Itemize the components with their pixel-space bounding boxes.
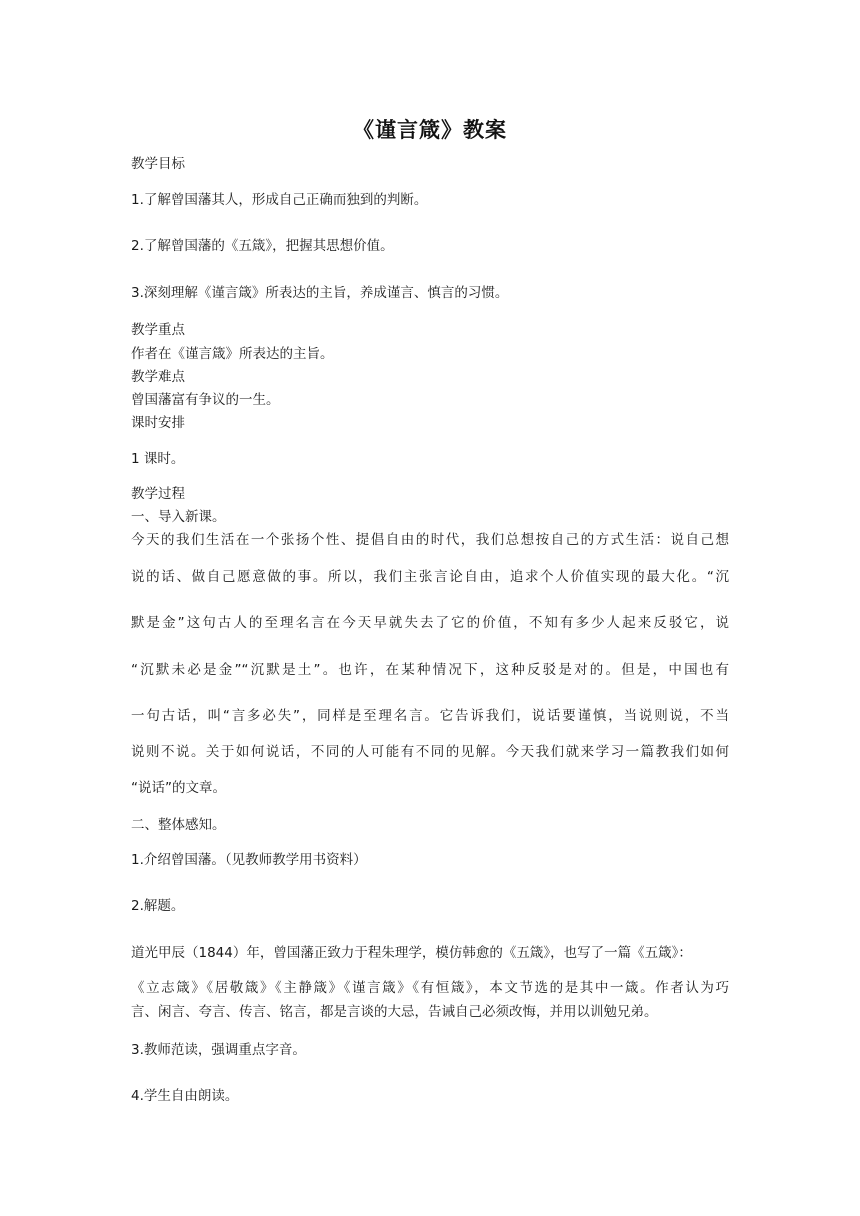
goal-1: 1.了解曾国藩其人，形成自己正确而独到的判断。 (131, 192, 428, 208)
goal-2: 2.了解曾国藩的《五箴》，把握其思想价值。 (131, 238, 394, 254)
heading-difficulties: 教学难点 (131, 369, 185, 385)
intro-paragraph-line: 默是金”这句古人的至理名言在今天早就失去了它的价值，不知有多少人起来反驳它，说 (131, 615, 729, 631)
intro-paragraph-line: 说则不说。关于如何说话，不同的人可能有不同的见解。今天我们就来学习一篇教我们如何 (131, 744, 729, 760)
overview-item-2: 2.解题。 (131, 898, 185, 914)
goal-3: 3.深刻理解《谨言箴》所表达的主旨，养成谨言、慎言的习惯。 (131, 285, 509, 301)
overview-item-3: 3.教师范读，强调重点字音。 (131, 1042, 306, 1058)
difficulties-text: 曾国藩富有争议的一生。 (131, 392, 280, 408)
heading-process: 教学过程 (131, 486, 185, 502)
intro-paragraph-line: “沉默未必是金”“沉默是土”。也许，在某种情况下，这种反驳是对的。但是，中国也有 (131, 662, 729, 678)
heading-teaching-goals: 教学目标 (131, 156, 185, 172)
intro-paragraph-line: 说的话、做自己愿意做的事。所以，我们主张言论自由，追求个人价值实现的最大化。“沉 (131, 569, 729, 585)
document-title: 《谨言箴》教案 (353, 118, 507, 142)
intro-paragraph-line: 一句古话，叫“言多必失”，同样是至理名言。它告诉我们，说话要谨慎，当说则说，不当 (131, 708, 729, 724)
title-explanation-line: 言、闲言、夸言、传言、铭言，都是言谈的大忌，告诫自己必须改悔，并用以训勉兄弟。 (131, 1004, 658, 1020)
title-explanation-line: 《立志箴》《居敬箴》《主静箴》《谨言箴》《有恒箴》，本文节选的是其中一箴。作者认为巧 (131, 980, 729, 996)
intro-paragraph-line: 今天的我们生活在一个张扬个性、提倡自由的时代，我们总想按自己的方式生活：说自己想 (131, 532, 729, 548)
title-explanation-line: 道光甲辰（1844）年，曾国藩正致力于程朱理学，模仿韩愈的《五箴》，也写了一篇《五箴》： (131, 945, 692, 961)
heading-schedule: 课时安排 (131, 415, 185, 431)
section-intro: 一、导入新课。 (131, 509, 226, 525)
schedule-text: 1 课时。 (131, 451, 185, 467)
section-overview: 二、整体感知。 (131, 817, 226, 833)
intro-paragraph-line: “说话”的文章。 (131, 780, 226, 796)
overview-item-1: 1.介绍曾国藩。（见教师教学用书资料） (131, 852, 367, 868)
key-points-text: 作者在《谨言箴》所表达的主旨。 (131, 346, 334, 362)
heading-key-points: 教学重点 (131, 322, 185, 338)
overview-item-4: 4.学生自由朗读。 (131, 1088, 239, 1104)
